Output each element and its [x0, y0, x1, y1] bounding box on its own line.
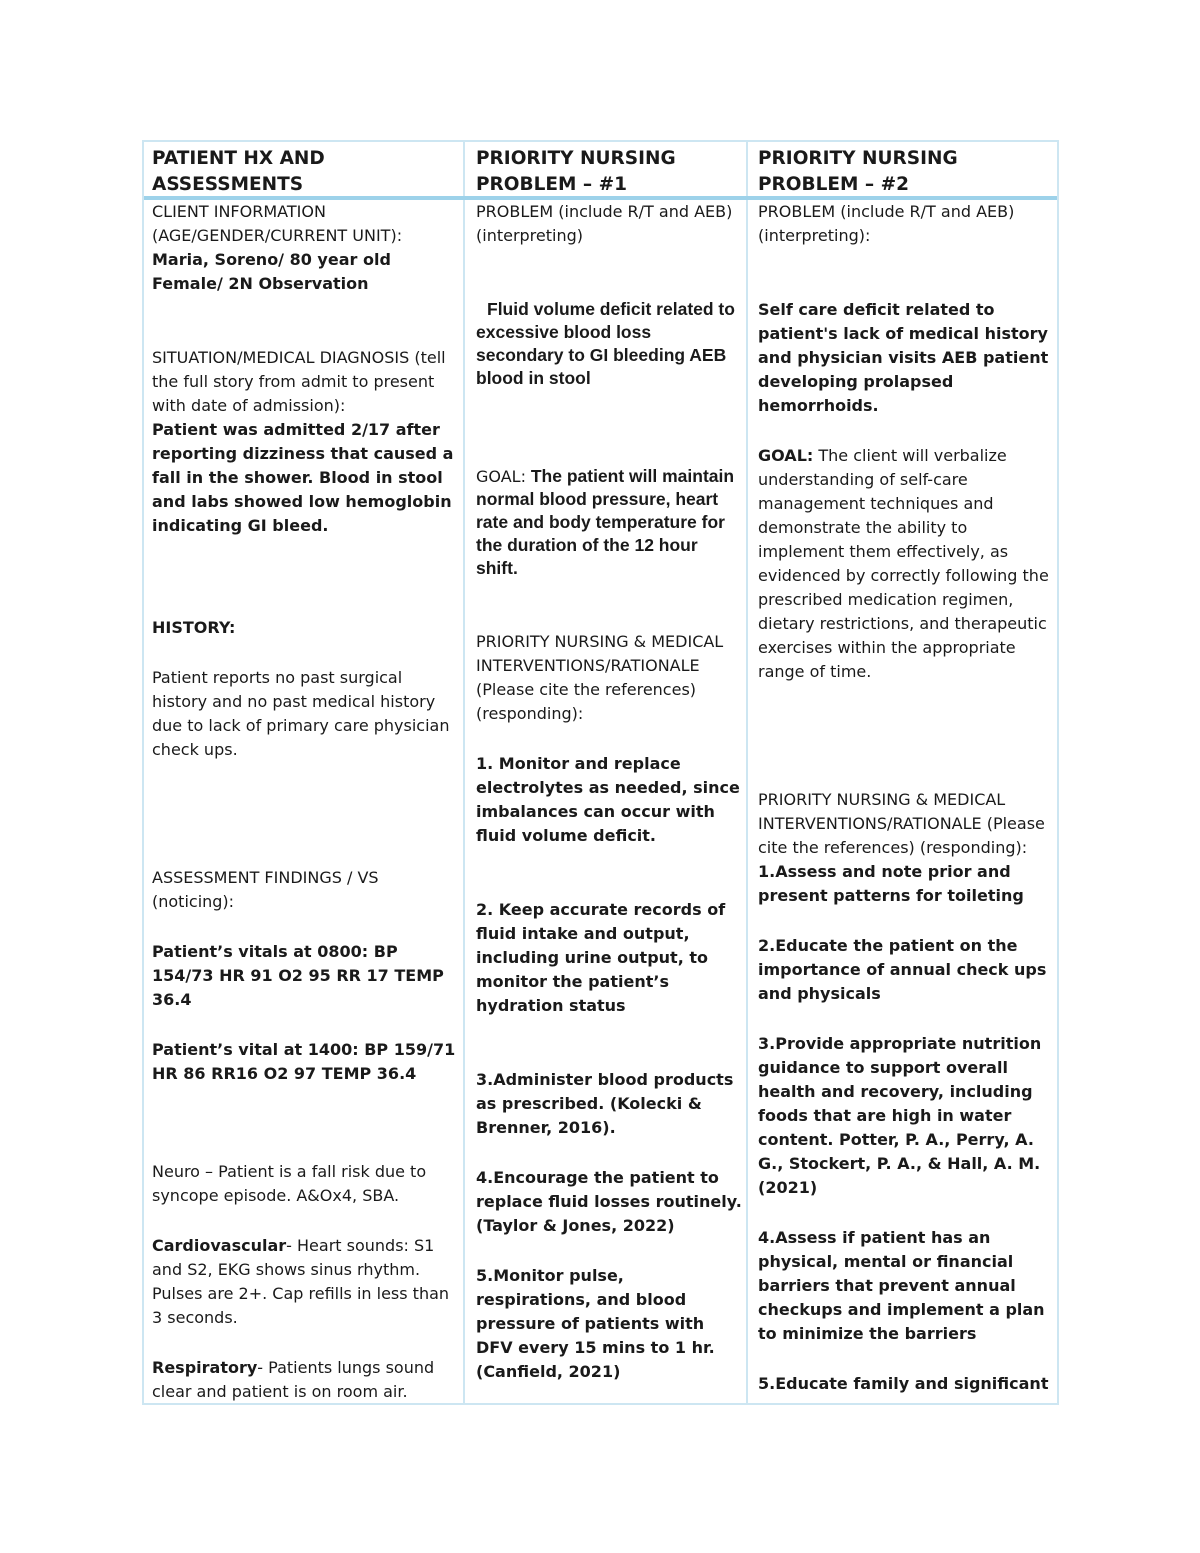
problem-2-column — [758, 200, 1054, 1396]
resp-text: - Patients lungs sound clear and patient is on room air. — [152, 1358, 435, 1401]
respiratory-assessment — [152, 1356, 457, 1404]
intervention-1-3: 3.Administer blood products as prescribed. (Kolecki & Brenner, 2016). — [476, 1070, 734, 1137]
problem-1-label: PROBLEM (include R/T and AEB) (interpreting) — [476, 202, 733, 245]
history-value: Patient reports no past surgical history and no past medical history due to lack of primary care physician check ups. — [152, 668, 450, 759]
client-info-label: CLIENT INFORMATION (AGE/GENDER/CURRENT UNIT): — [152, 202, 403, 245]
cardio-label: Cardiovascular — [152, 1236, 287, 1255]
problem-1-column — [476, 200, 742, 1384]
interventions-1-label: PRIORITY NURSING & MEDICAL INTERVENTIONS/RATIONALE (Please cite the references) (responding): — [476, 632, 724, 723]
header-patient-hx: PATIENT HX AND ASSESSMENTS — [152, 148, 325, 195]
problem-2-value: Self care deficit related to patient's lack of medical history and physician visits AEB patient developing prolapsed hemorrhoids. — [758, 300, 1049, 415]
goal-2-value: The client will verbalize understanding of self-care management techniques and demonstrate the ability to implement them effectively, as evidenced by correctly following the prescribed medication regimen, dietary restrictions, and therapeutic exercises within the appropriate range of time. — [758, 446, 1049, 681]
goal-1-value: The patient will maintain normal blood pressure, heart rate and body temperature for the duration of the 12 hour shift. — [476, 466, 735, 578]
client-info-value: Maria, Soreno/ 80 year old Female/ 2N Observation — [152, 250, 391, 293]
intervention-1-4: 4.Encourage the patient to replace fluid losses routinely. (Taylor & Jones, 2022) — [476, 1168, 742, 1235]
resp-label: Respiratory — [152, 1358, 258, 1377]
column-divider — [463, 142, 465, 1403]
situation-label: SITUATION/MEDICAL DIAGNOSIS (tell the full story from admit to present with date of admission): — [152, 348, 446, 415]
history-label: HISTORY: — [152, 618, 236, 637]
goal-1-label: GOAL: — [476, 467, 526, 486]
goal-2-label: GOAL: — [758, 446, 814, 465]
interventions-2-label: PRIORITY NURSING & MEDICAL INTERVENTIONS/RATIONALE (Please cite the references) (responding): — [758, 790, 1045, 857]
intervention-2-1: 1.Assess and note prior and present patterns for toileting — [758, 862, 1024, 905]
neuro-assessment: Neuro – Patient is a fall risk due to syncope episode. A&Ox4, SBA. — [152, 1162, 427, 1205]
intervention-2-3: 3.Provide appropriate nutrition guidance to support overall health and recovery, including foods that are high in water content. Potter, P. A., Perry, A. G., Stockert, P. A., & Hall, A. M. (2021) — [758, 1034, 1042, 1197]
situation-value: Patient was admitted 2/17 after reporting dizziness that caused a fall in the shower. Blood in stool and labs showed low hemoglobin indicating GI bleed. — [152, 420, 454, 535]
intervention-2-5: 5.Educate family and significant — [758, 1374, 1049, 1393]
problem-1-value: Fluid volume deficit related to excessive blood loss secondary to GI bleeding AEB blood in stool — [476, 299, 735, 388]
patient-hx-column — [152, 200, 457, 1404]
cardio-assessment — [152, 1234, 457, 1330]
intervention-2-4: 4.Assess if patient has an physical, mental or financial barriers that prevent annual checkups and implement a plan to minimize the barriers — [758, 1228, 1045, 1343]
header-problem-1: PRIORITY NURSING PROBLEM – #1 — [476, 148, 676, 195]
header-problem-2: PRIORITY NURSING PROBLEM – #2 — [758, 148, 958, 195]
care-plan-table — [142, 140, 1059, 1405]
column-divider — [746, 142, 748, 1403]
goal-1 — [476, 465, 742, 580]
intervention-1-5: 5.Monitor pulse, respirations, and blood pressure of patients with DFV every 15 mins to 1 hr. (Canfield, 2021) — [476, 1266, 715, 1381]
intervention-1-2: 2. Keep accurate records of fluid intake and output, including urine output, to monitor the patient’s hydration status — [476, 900, 726, 1015]
problem-2-label: PROBLEM (include R/T and AEB) (interpreting): — [758, 202, 1015, 245]
cardio-text: - Heart sounds: S1 and S2, EKG shows sinus rhythm. Pulses are 2+. Cap refills in less than 3 seconds. — [152, 1236, 450, 1327]
goal-2 — [758, 444, 1054, 684]
vitals-0800: Patient’s vitals at 0800: BP 154/73 HR 91 O2 95 RR 17 TEMP 36.4 — [152, 942, 444, 1009]
assessment-label: ASSESSMENT FINDINGS / VS (noticing): — [152, 868, 379, 911]
intervention-1-1: 1. Monitor and replace electrolytes as needed, since imbalances can occur with fluid volume deficit. — [476, 754, 740, 845]
intervention-2-2: 2.Educate the patient on the importance of annual check ups and physicals — [758, 936, 1047, 1003]
vitals-1400: Patient’s vital at 1400: BP 159/71 HR 86 RR16 O2 97 TEMP 36.4 — [152, 1040, 456, 1083]
